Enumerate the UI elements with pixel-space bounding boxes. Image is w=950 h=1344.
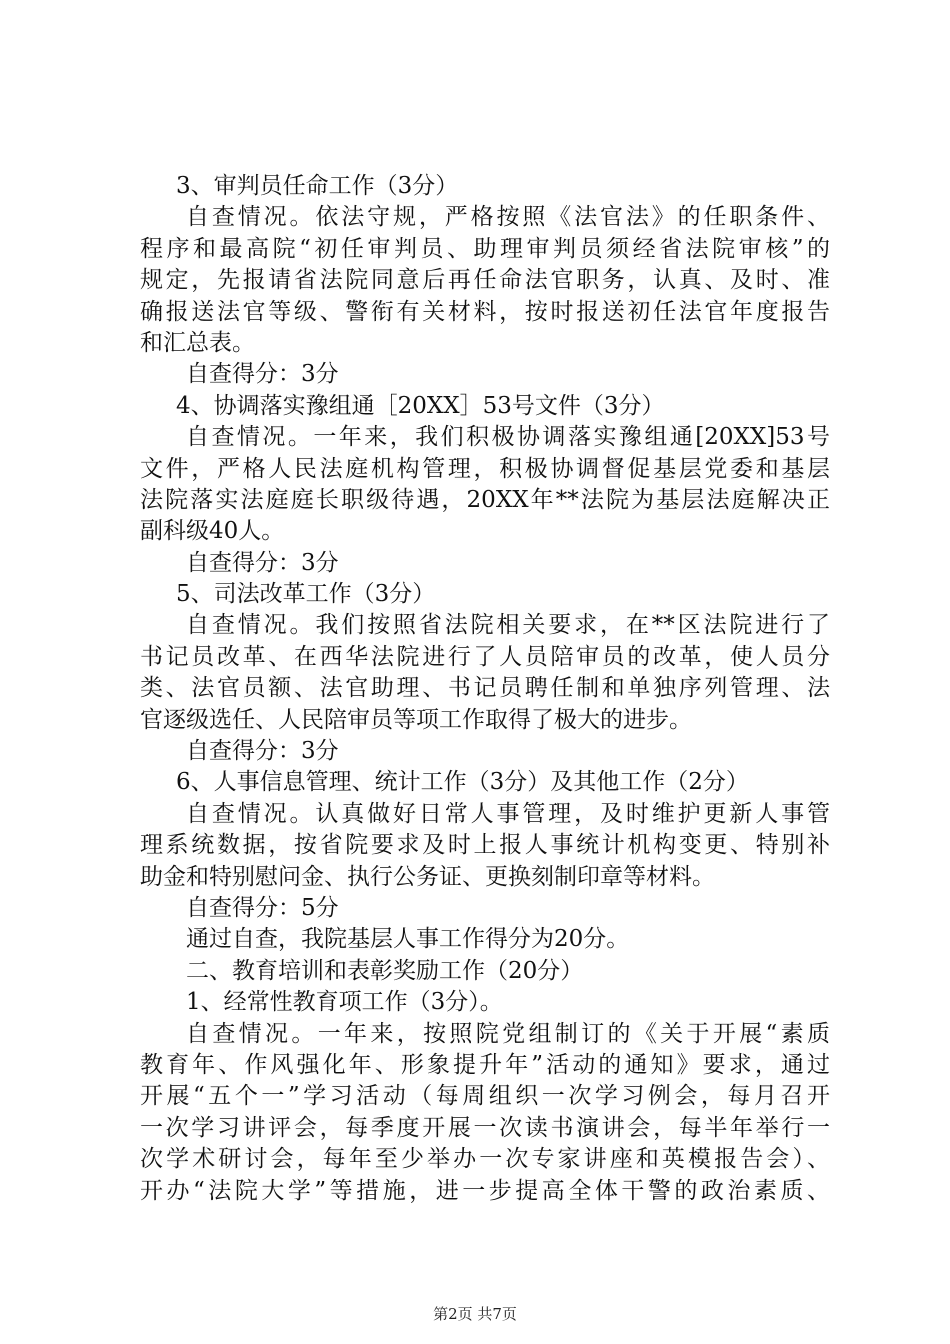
text-line: 规定，先报请省法院同意后再任命法官职务，认真、及时、准 (140, 267, 830, 294)
text-line: 自查情况。认真做好日常人事管理，及时维护更新人事管 (186, 800, 830, 827)
text-line: 理系统数据，按省院要求及时上报人事统计机构变更、特别补 (140, 832, 830, 859)
text-line: 二、教育培训和表彰奖励工作（20分） (186, 957, 584, 984)
text-line: 4、协调落实豫组通［20XX］53号文件（3分） (176, 392, 665, 419)
text-line: 文件，严格人民法庭机构管理，积极协调督促基层党委和基层 (140, 455, 830, 482)
text-line: 官逐级选任、人民陪审员等项工作取得了极大的进步。 (140, 706, 692, 733)
text-line: 开展“五个一”学习活动（每周组织一次学习例会，每月召开 (140, 1083, 830, 1110)
text-line: 1、经常性教育项工作（3分）。 (186, 989, 503, 1016)
text-line: 自查得分：5分 (186, 894, 339, 921)
text-line: 助金和特别慰问金、执行公务证、更换刻制印章等材料。 (140, 863, 715, 890)
text-line: 自查得分：3分 (186, 361, 339, 388)
text-line: 开办“法院大学”等措施，进一步提高全体干警的政治素质、 (140, 1177, 830, 1204)
text-line: 和汇总表。 (140, 329, 255, 356)
text-line: 确报送法官等级、警衔有关材料，按时报送初任法官年度报告 (140, 298, 830, 325)
text-line: 一次学习讲评会，每季度开展一次读书演讲会，每半年举行一 (140, 1114, 830, 1141)
text-line: 6、人事信息管理、统计工作（3分）及其他工作（2分） (176, 769, 749, 796)
text-line: 类、法官员额、法官助理、书记员聘任制和单独序列管理、法 (140, 675, 830, 702)
text-line: 5、司法改革工作（3分） (176, 581, 436, 608)
text-line: 3、审判员任命工作（3分） (176, 173, 459, 199)
text-line: 自查得分：3分 (186, 549, 339, 576)
text-line: 自查得分：3分 (186, 738, 339, 765)
text-line: 自查情况。依法守规，严格按照《法官法》的任职条件、 (186, 204, 830, 231)
text-line: 法院落实法庭庭长职级待遇，20XX年**法院为基层法庭解决正 (140, 486, 830, 513)
page-footer: 第2页 共7页 (433, 1305, 517, 1323)
text-line: 程序和最高院“初任审判员、助理审判员须经省法院审核”的 (140, 235, 830, 262)
document-body (140, 171, 830, 1207)
text-line: 自查情况。我们按照省法院相关要求，在**区法院进行了 (186, 612, 830, 639)
text-line: 次学术研讨会，每年至少举办一次专家讲座和英模报告会）、 (140, 1146, 830, 1173)
text-line: 教育年、作风强化年、形象提升年”活动的通知》要求，通过 (140, 1051, 830, 1078)
text-line: 副科级40人。 (140, 518, 285, 545)
text-line: 书记员改革、在西华法院进行了人员陪审员的改革，使人员分 (140, 643, 830, 670)
text-line: 自查情况。一年来，按照院党组制订的《关于开展“素质 (186, 1020, 830, 1047)
text-line: 自查情况。一年来，我们积极协调落实豫组通[20XX]53号 (186, 424, 830, 451)
text-line: 通过自查，我院基层人事工作得分为20分。 (186, 926, 630, 953)
